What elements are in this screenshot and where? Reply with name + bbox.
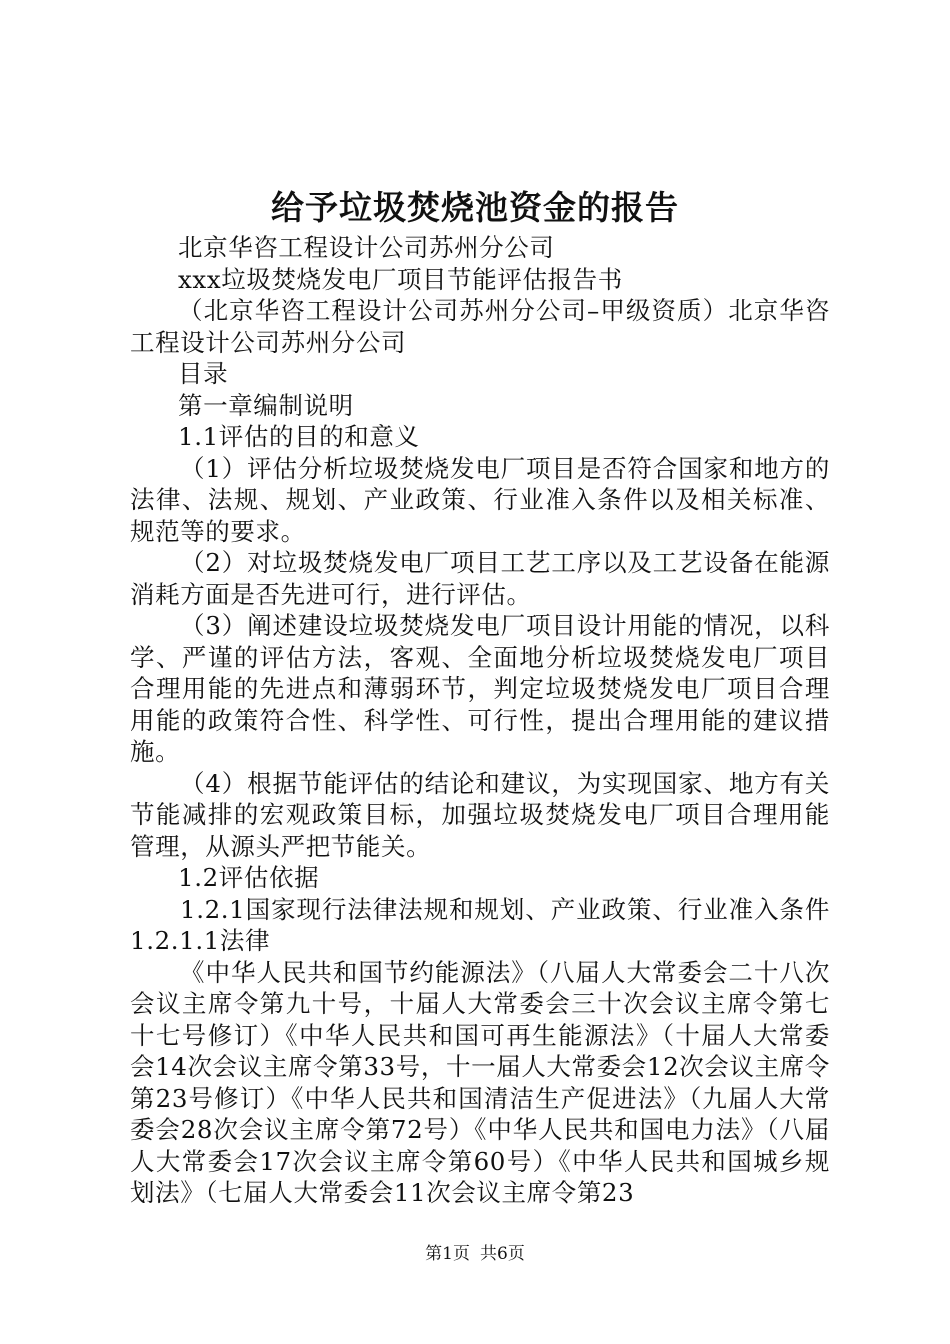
paragraph-item-1: （1）评估分析垃圾焚烧发电厂项目是否符合国家和地方的法律、法规、规划、产业政策、行业准入条件以及相关标准、规范等的要求。 <box>130 453 830 546</box>
paragraph-report-name: xxx垃圾焚烧发电厂项目节能评估报告书 <box>178 264 623 294</box>
paragraph-item-4: （4）根据节能评估的结论和建议，为实现国家、地方有关节能减排的宏观政策目标，加强垃圾焚烧发电厂项目合理用能管理，从源头严把节能关。 <box>130 768 830 861</box>
page-footer <box>0 1243 950 1265</box>
paragraph-laws-list: 《中华人民共和国节约能源法》（八届人大常委会二十八次会议主席令第九十号，十届人大常委会三十次会议主席令第七十七号修订）《中华人民共和国可再生能源法》（十届人大常委会14次会议主席令第33号，十一届人大常委会12次会议主席令第23号修订）《中华人民共和国清洁生产促进法》（九届人大常委会28次会议主席令第72号）《中华人民共和国电力法》（八届人大常委会17次会议主席令第60号）《中华人民共和国城乡规划法》（七届人大常委会11次会议主席令第23 <box>130 957 830 1207</box>
paragraph-toc-heading: 目录 <box>178 359 229 388</box>
document-title: 给予垃圾焚烧池资金的报告 <box>271 188 679 227</box>
document-body <box>130 232 830 1209</box>
paragraph-company: 北京华咨工程设计公司苏州分公司 <box>178 233 555 262</box>
page-total: 共6页 <box>480 1244 525 1264</box>
paragraph-item-2: （2）对垃圾焚烧发电厂项目工艺工序以及工艺设备在能源消耗方面是否先进可行，进行评估。 <box>130 548 830 609</box>
page-number: 第1页 <box>425 1244 470 1264</box>
paragraph-section-1-2: 1.2评估依据 <box>178 863 320 892</box>
paragraph-qualification: （北京华咨工程设计公司苏州分公司–甲级资质）北京华咨工程设计公司苏州分公司 <box>130 296 830 357</box>
paragraph-chapter-1: 第一章编制说明 <box>178 390 354 420</box>
paragraph-section-1-2-1: 1.2.1国家现行法律法规和规划、产业政策、行业准入条件1.2.1.1法律 <box>130 894 830 955</box>
paragraph-item-3: （3）阐述建设垃圾焚烧发电厂项目设计用能的情况，以科学、严谨的评估方法，客观、全面地分析垃圾焚烧发电厂项目合理用能的先进点和薄弱环节，判定垃圾焚烧发电厂项目合理用能的政策符合性、科学性、可行性，提出合理用能的建议措施。 <box>130 611 830 766</box>
paragraph-section-1-1: 1.1评估的目的和意义 <box>178 422 420 451</box>
